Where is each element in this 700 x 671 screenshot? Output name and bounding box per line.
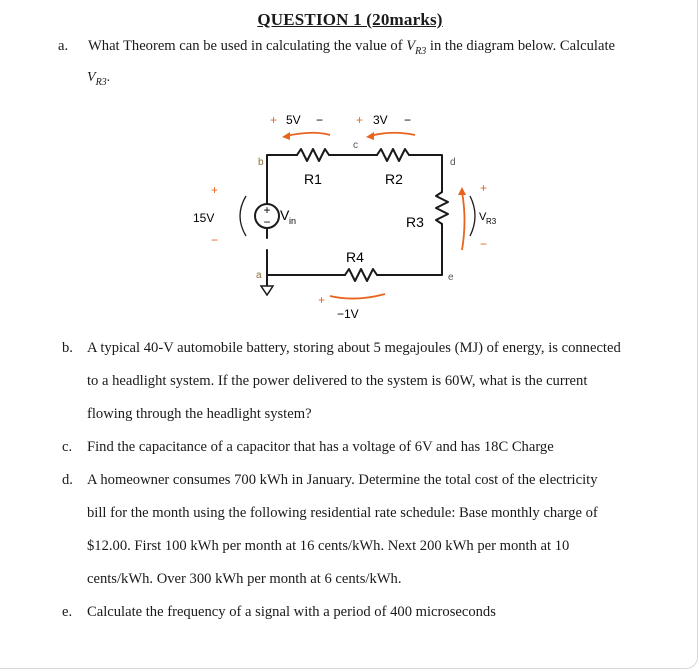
vr3-label: V [479, 211, 487, 223]
question-c-line-1: Find the capacitance of a capacitor that has a voltage of 6V and has 18C Charge [87, 439, 554, 455]
r1-drop-arrow [286, 133, 330, 136]
r2-drop-arrow [370, 133, 415, 136]
question-a-line2-var: V [87, 70, 96, 85]
question-d-line-2: bill for the month using the following residential rate schedule: Base monthly charge of [87, 505, 598, 521]
r2-arrow-head [366, 132, 374, 140]
node-d: d [450, 157, 456, 168]
vr3-plus: + [480, 181, 488, 195]
source-value-minus: − [211, 233, 219, 247]
r4-drop-value: −1V [337, 307, 359, 321]
r1-drop-plus: + [270, 113, 278, 127]
r3-resistor [436, 192, 448, 224]
r4-label: R4 [346, 249, 364, 265]
r1-resistor [297, 149, 329, 161]
question-a-text [88, 38, 678, 57]
ground-icon [261, 286, 273, 295]
question-a-line2-end: . [106, 70, 111, 85]
question-a-var-sub: R3 [415, 45, 427, 57]
vr3-minus: − [480, 237, 488, 251]
vr3-bracket [470, 196, 475, 236]
r2-drop-minus: − [404, 113, 412, 127]
question-d-line-3: $12.00. First 100 kWh per month at 16 cents/kWh. Next 200 kWh per month at 10 [87, 538, 570, 554]
question-a-var: V [406, 38, 416, 54]
r1-label: R1 [304, 171, 322, 187]
source-plus: + [263, 203, 271, 217]
r1-arrow-head [282, 132, 290, 140]
question-a-marker: a. [58, 38, 69, 54]
vr3-arrow [462, 192, 465, 250]
question-a-text-before: What Theorem can be used in calculating the value of [88, 38, 407, 54]
source-label-sub: in [289, 216, 297, 226]
question-c-marker: c. [62, 439, 73, 455]
question-e-line-1: Calculate the frequency of a signal with a period of 400 microseconds [87, 604, 496, 620]
question-d-marker: d. [62, 472, 73, 488]
question-e-marker: e. [62, 604, 73, 620]
r1-drop-minus: − [316, 113, 324, 127]
source-value: 15V [193, 211, 215, 225]
r4-resistor [345, 269, 377, 281]
r3-label: R3 [406, 214, 424, 230]
vr3-arrow-head [458, 187, 466, 195]
vr3-label-sub: R3 [486, 217, 497, 226]
wire-bottom-right [377, 224, 442, 275]
r2-drop-value: 3V [373, 113, 388, 127]
node-e: e [448, 272, 454, 283]
r2-label: R2 [385, 171, 403, 187]
wire-top-right [409, 155, 442, 192]
source-value-plus: + [211, 183, 219, 197]
question-b-marker: b. [62, 340, 73, 356]
question-a-line2-sub: R3 [95, 76, 107, 88]
question-a-text-after: in the diagram below. Calculate [426, 38, 615, 54]
node-c: c [353, 140, 358, 151]
question-b-line-3: flowing through the headlight system? [87, 406, 312, 422]
source-bracket [240, 196, 246, 236]
question-a-line2 [87, 70, 110, 88]
source-label: V [280, 207, 290, 223]
question-b-line-1: A typical 40-V automobile battery, storing about 5 megajoules (MJ) of energy, is connected [87, 340, 621, 356]
wire-bottom-left [267, 250, 345, 275]
node-b: b [258, 157, 264, 168]
node-a: a [256, 270, 262, 281]
r4-drop-plus: + [318, 293, 326, 307]
question-d-line-4: cents/kWh. Over 300 kWh per month at 6 cents/kWh. [87, 571, 402, 587]
circuit-diagram [180, 100, 510, 325]
question-b-line-2: to a headlight system. If the power delivered to the system is 60W, what is the current [87, 373, 588, 389]
r4-drop-arrow [330, 294, 385, 299]
question-d-line-1: A homeowner consumes 700 kWh in January. Determine the total cost of the electricity [87, 472, 598, 488]
r1-drop-value: 5V [286, 113, 301, 127]
source-minus: − [263, 215, 271, 229]
page-title: QUESTION 1 (20marks) [257, 10, 443, 29]
r2-drop-plus: + [356, 113, 364, 127]
r2-resistor [377, 149, 409, 161]
